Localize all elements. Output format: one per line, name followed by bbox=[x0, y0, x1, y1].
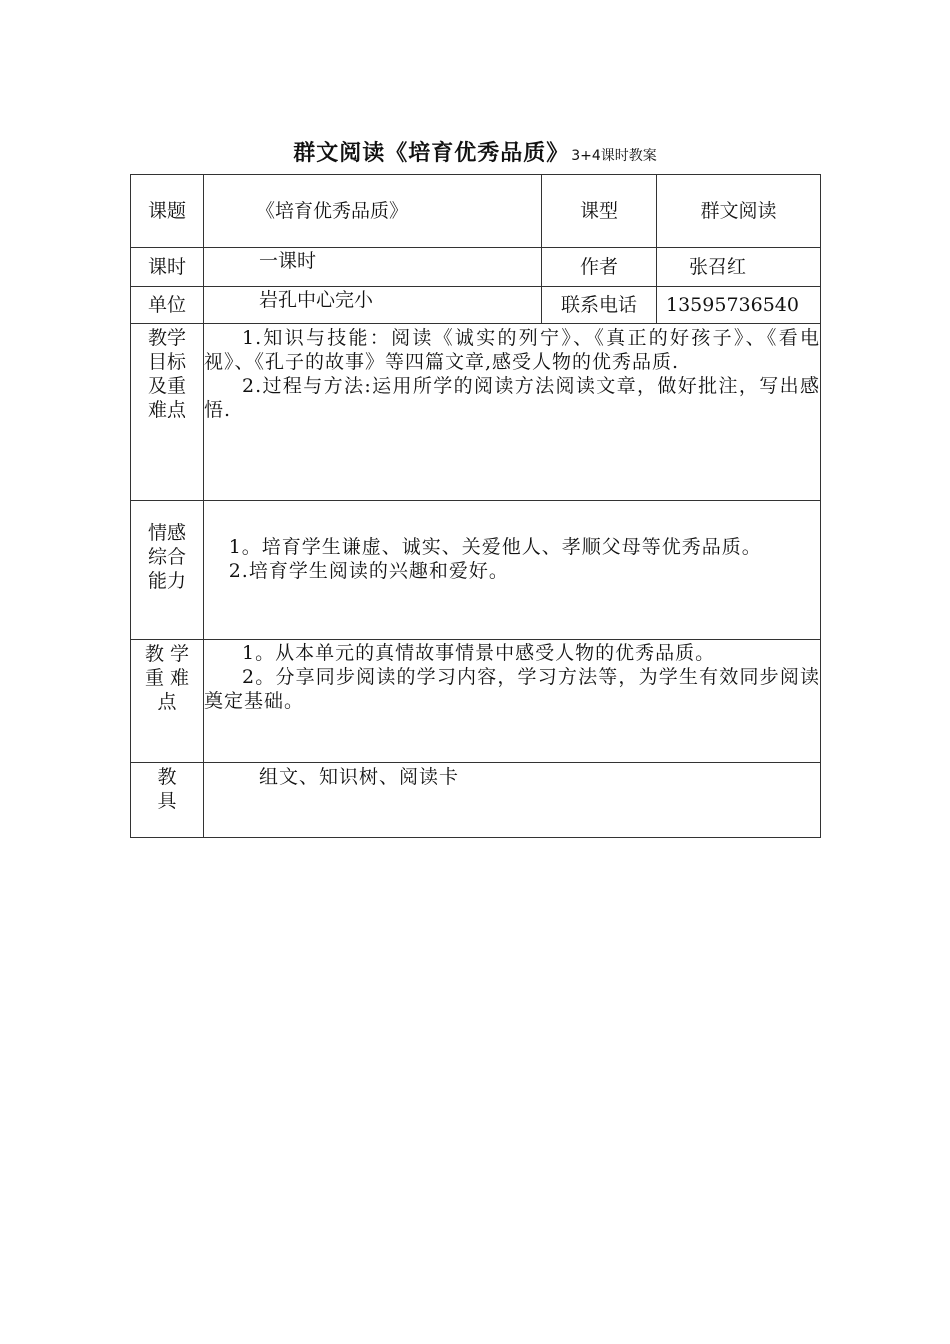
value-unit: 岩孔中心完小 bbox=[204, 287, 542, 324]
key-point-item: 1。从本单元的真情故事情景中感受人物的优秀品质。 bbox=[242, 642, 716, 664]
value-key-points bbox=[204, 640, 821, 763]
row-goals bbox=[131, 324, 821, 501]
label-key-points-line: 重 难 bbox=[144, 667, 190, 689]
label-period: 课时 bbox=[131, 248, 204, 287]
value-author: 张召红 bbox=[657, 248, 821, 287]
title-sub: 3+4课时教案 bbox=[571, 148, 657, 164]
label-goals-line: 教学 bbox=[147, 327, 186, 349]
row-tools bbox=[131, 763, 821, 838]
goal-item: 2.过程与方法:运用所学的阅读方法阅读文章，做好批注，写出感悟. bbox=[204, 375, 820, 421]
label-key-points bbox=[131, 640, 204, 763]
label-emotion-line: 能力 bbox=[147, 570, 186, 592]
goal-item: 1.知识与技能：阅读《诚实的列宁》、《真正的好孩子》、《看电视》、《孔子的故事》等四篇文章,感受人物的优秀品质. bbox=[204, 327, 820, 373]
document-title bbox=[0, 136, 950, 167]
label-goals-line: 目标 bbox=[147, 351, 186, 373]
label-emotion-line: 综合 bbox=[147, 546, 186, 568]
label-topic: 课题 bbox=[131, 175, 204, 248]
key-point-item: 2。分享同步阅读的学习内容，学习方法等，为学生有效同步阅读奠定基础。 bbox=[204, 666, 820, 712]
label-tools-line: 具 bbox=[157, 790, 177, 812]
label-key-points-line: 点 bbox=[157, 691, 177, 713]
value-emotion bbox=[204, 501, 821, 640]
label-tools bbox=[131, 763, 204, 838]
row-period bbox=[131, 248, 821, 287]
row-emotion bbox=[131, 501, 821, 640]
label-emotion-line: 情感 bbox=[147, 522, 186, 544]
label-unit: 单位 bbox=[131, 287, 204, 324]
row-unit bbox=[131, 287, 821, 324]
title-main: 群文阅读《培育优秀品质》 bbox=[293, 141, 570, 166]
label-goals-line: 难点 bbox=[147, 399, 186, 421]
value-lesson-type: 群文阅读 bbox=[657, 175, 821, 248]
label-goals bbox=[131, 324, 204, 501]
label-lesson-type: 课型 bbox=[542, 175, 657, 248]
value-topic: 《培育优秀品质》 bbox=[204, 175, 542, 248]
value-goals bbox=[204, 324, 821, 501]
value-period: 一课时 bbox=[204, 248, 542, 287]
label-goals-line: 及重 bbox=[147, 375, 186, 397]
label-emotion bbox=[131, 501, 204, 640]
label-author: 作者 bbox=[542, 248, 657, 287]
label-phone: 联系电话 bbox=[542, 287, 657, 324]
value-tools: 组文、知识树、阅读卡 bbox=[204, 763, 821, 838]
emotion-item: 1。培育学生谦虚、诚实、关爱他人、孝顺父母等优秀品质。 bbox=[228, 536, 762, 558]
row-key-points bbox=[131, 640, 821, 763]
label-tools-line: 教 bbox=[157, 766, 177, 788]
emotion-item: 2.培育学生阅读的兴趣和爱好。 bbox=[228, 560, 509, 582]
value-phone: 13595736540 bbox=[657, 287, 821, 324]
label-key-points-line: 教 学 bbox=[144, 643, 190, 665]
lesson-plan-table bbox=[130, 174, 821, 838]
row-topic bbox=[131, 175, 821, 248]
